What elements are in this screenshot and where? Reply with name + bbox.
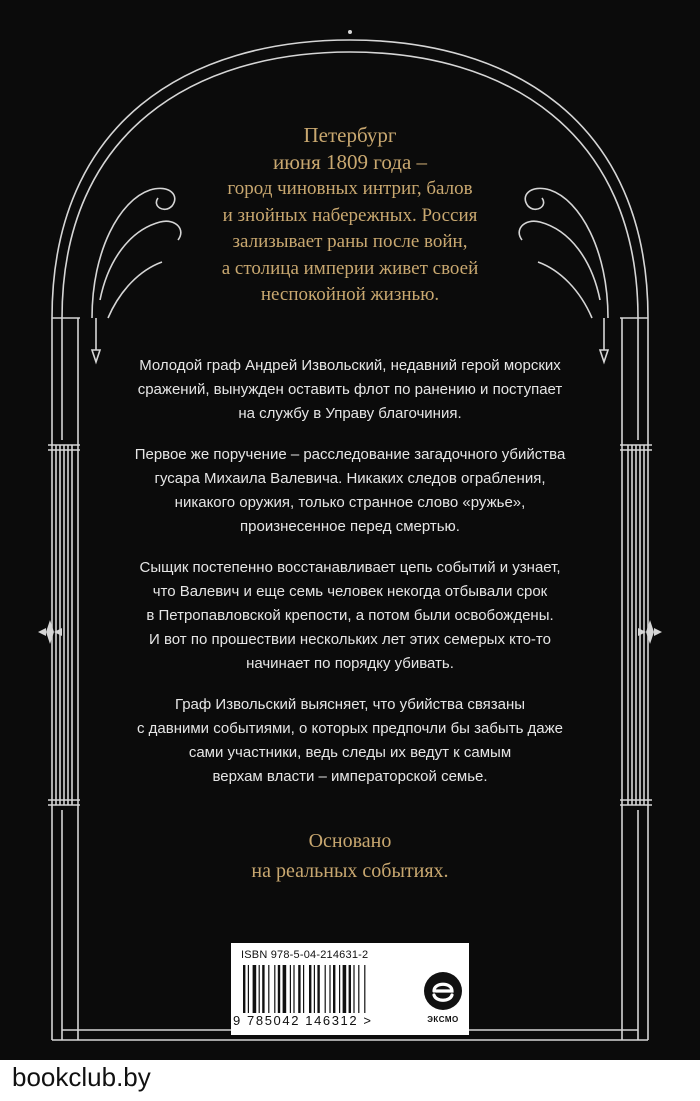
- closing-text: [150, 826, 550, 886]
- synopsis-line: произнесенное перед смертью.: [240, 518, 460, 535]
- closing-line: на реальных событиях.: [251, 860, 449, 882]
- synopsis-line: на службу в Управу благочиния.: [238, 405, 462, 422]
- synopsis-paragraph: [92, 443, 608, 539]
- synopsis-line: в Петропавловской крепости, а потом были освобождены.: [146, 607, 554, 624]
- barcode-bar: [248, 965, 249, 1013]
- isbn-number: ISBN 978-5-04-214631-2: [241, 949, 369, 961]
- synopsis-line: верхам власти – императорской семье.: [212, 768, 488, 785]
- barcode-bar: [283, 965, 287, 1013]
- barcode-icon: [241, 965, 411, 1013]
- barcode-bar: [339, 965, 340, 1013]
- fleur-right-icon: [638, 620, 662, 644]
- synopsis-line: никакого оружия, только странное слово «ружье»,: [174, 494, 526, 511]
- barcode-bar: [364, 965, 365, 1013]
- barcode-bar: [309, 965, 311, 1013]
- intro-line: июня 1809 года –: [272, 150, 428, 174]
- ean-digits: 9 785042 146312 >: [233, 1013, 373, 1028]
- barcode-bar: [262, 965, 264, 1013]
- barcode-bar: [298, 965, 300, 1013]
- synopsis-line: сами участники, ведь следы их ведут к самым: [188, 744, 512, 761]
- intro-line: а столица империи живет своей: [221, 257, 479, 279]
- intro-line: неспокойной жизнью.: [260, 284, 440, 305]
- intro-text: [150, 122, 550, 309]
- barcode-bar: [343, 965, 347, 1013]
- intro-line: и знойных набережных. Россия: [222, 204, 478, 226]
- barcode-bar: [353, 965, 354, 1013]
- barcode-bar: [303, 965, 304, 1013]
- barcode-bar: [290, 965, 291, 1013]
- synopsis-line: Первое же поручение – расследование загадочного убийства: [134, 446, 566, 463]
- barcode-bar: [317, 965, 319, 1013]
- barcode-bar: [329, 965, 330, 1013]
- synopsis-line: с давними событиями, о которых предпочли бы забыть даже: [136, 720, 564, 737]
- synopsis-paragraph: [92, 556, 608, 676]
- synopsis-line: гусара Михаила Валевича. Никаких следов ограбления,: [154, 470, 546, 487]
- synopsis-line: сражений, вынужден оставить флот по ранению и поступает: [137, 381, 563, 398]
- barcode-bar: [259, 965, 260, 1013]
- barcode-bar: [333, 965, 335, 1013]
- synopsis-line: Сыщик постепенно восстанавливает цепь событий и узнает,: [139, 559, 561, 576]
- barcode-bar: [349, 965, 351, 1013]
- closing-line: Основано: [308, 830, 392, 852]
- barcode-bar: [358, 965, 359, 1013]
- synopsis-line: Граф Извольский выясняет, что убийства связаны: [174, 696, 526, 713]
- intro-line: зализывает раны после войн,: [232, 231, 468, 252]
- barcode-bar: [325, 965, 326, 1013]
- barcode-panel: [231, 943, 469, 1035]
- barcode-bar: [243, 965, 245, 1013]
- barcode-bar: [278, 965, 280, 1013]
- intro-line: Петербург: [303, 123, 397, 147]
- publisher-name: ЭКСМО: [427, 1015, 459, 1024]
- fleur-left-icon: [38, 620, 62, 644]
- site-name: bookclub.by: [12, 1062, 151, 1092]
- synopsis: [92, 354, 608, 789]
- synopsis-paragraph: [92, 693, 608, 789]
- synopsis-line: что Валевич и еще семь человек некогда отбывали срок: [152, 583, 548, 600]
- barcode-bar: [253, 965, 257, 1013]
- synopsis-paragraph: [92, 354, 608, 426]
- intro-line: город чиновных интриг, балов: [227, 178, 473, 199]
- synopsis-line: Молодой граф Андрей Извольский, недавний герой морских: [139, 357, 561, 374]
- barcode-bar: [268, 965, 269, 1013]
- watermark-bar: [0, 1060, 700, 1101]
- barcode-bar: [274, 965, 275, 1013]
- barcode-bar: [314, 965, 315, 1013]
- synopsis-line: И вот по прошествии нескольких лет этих семерых кто-то: [149, 631, 551, 648]
- synopsis-line: начинает по порядку убивать.: [246, 655, 454, 672]
- barcode-bar: [293, 965, 294, 1013]
